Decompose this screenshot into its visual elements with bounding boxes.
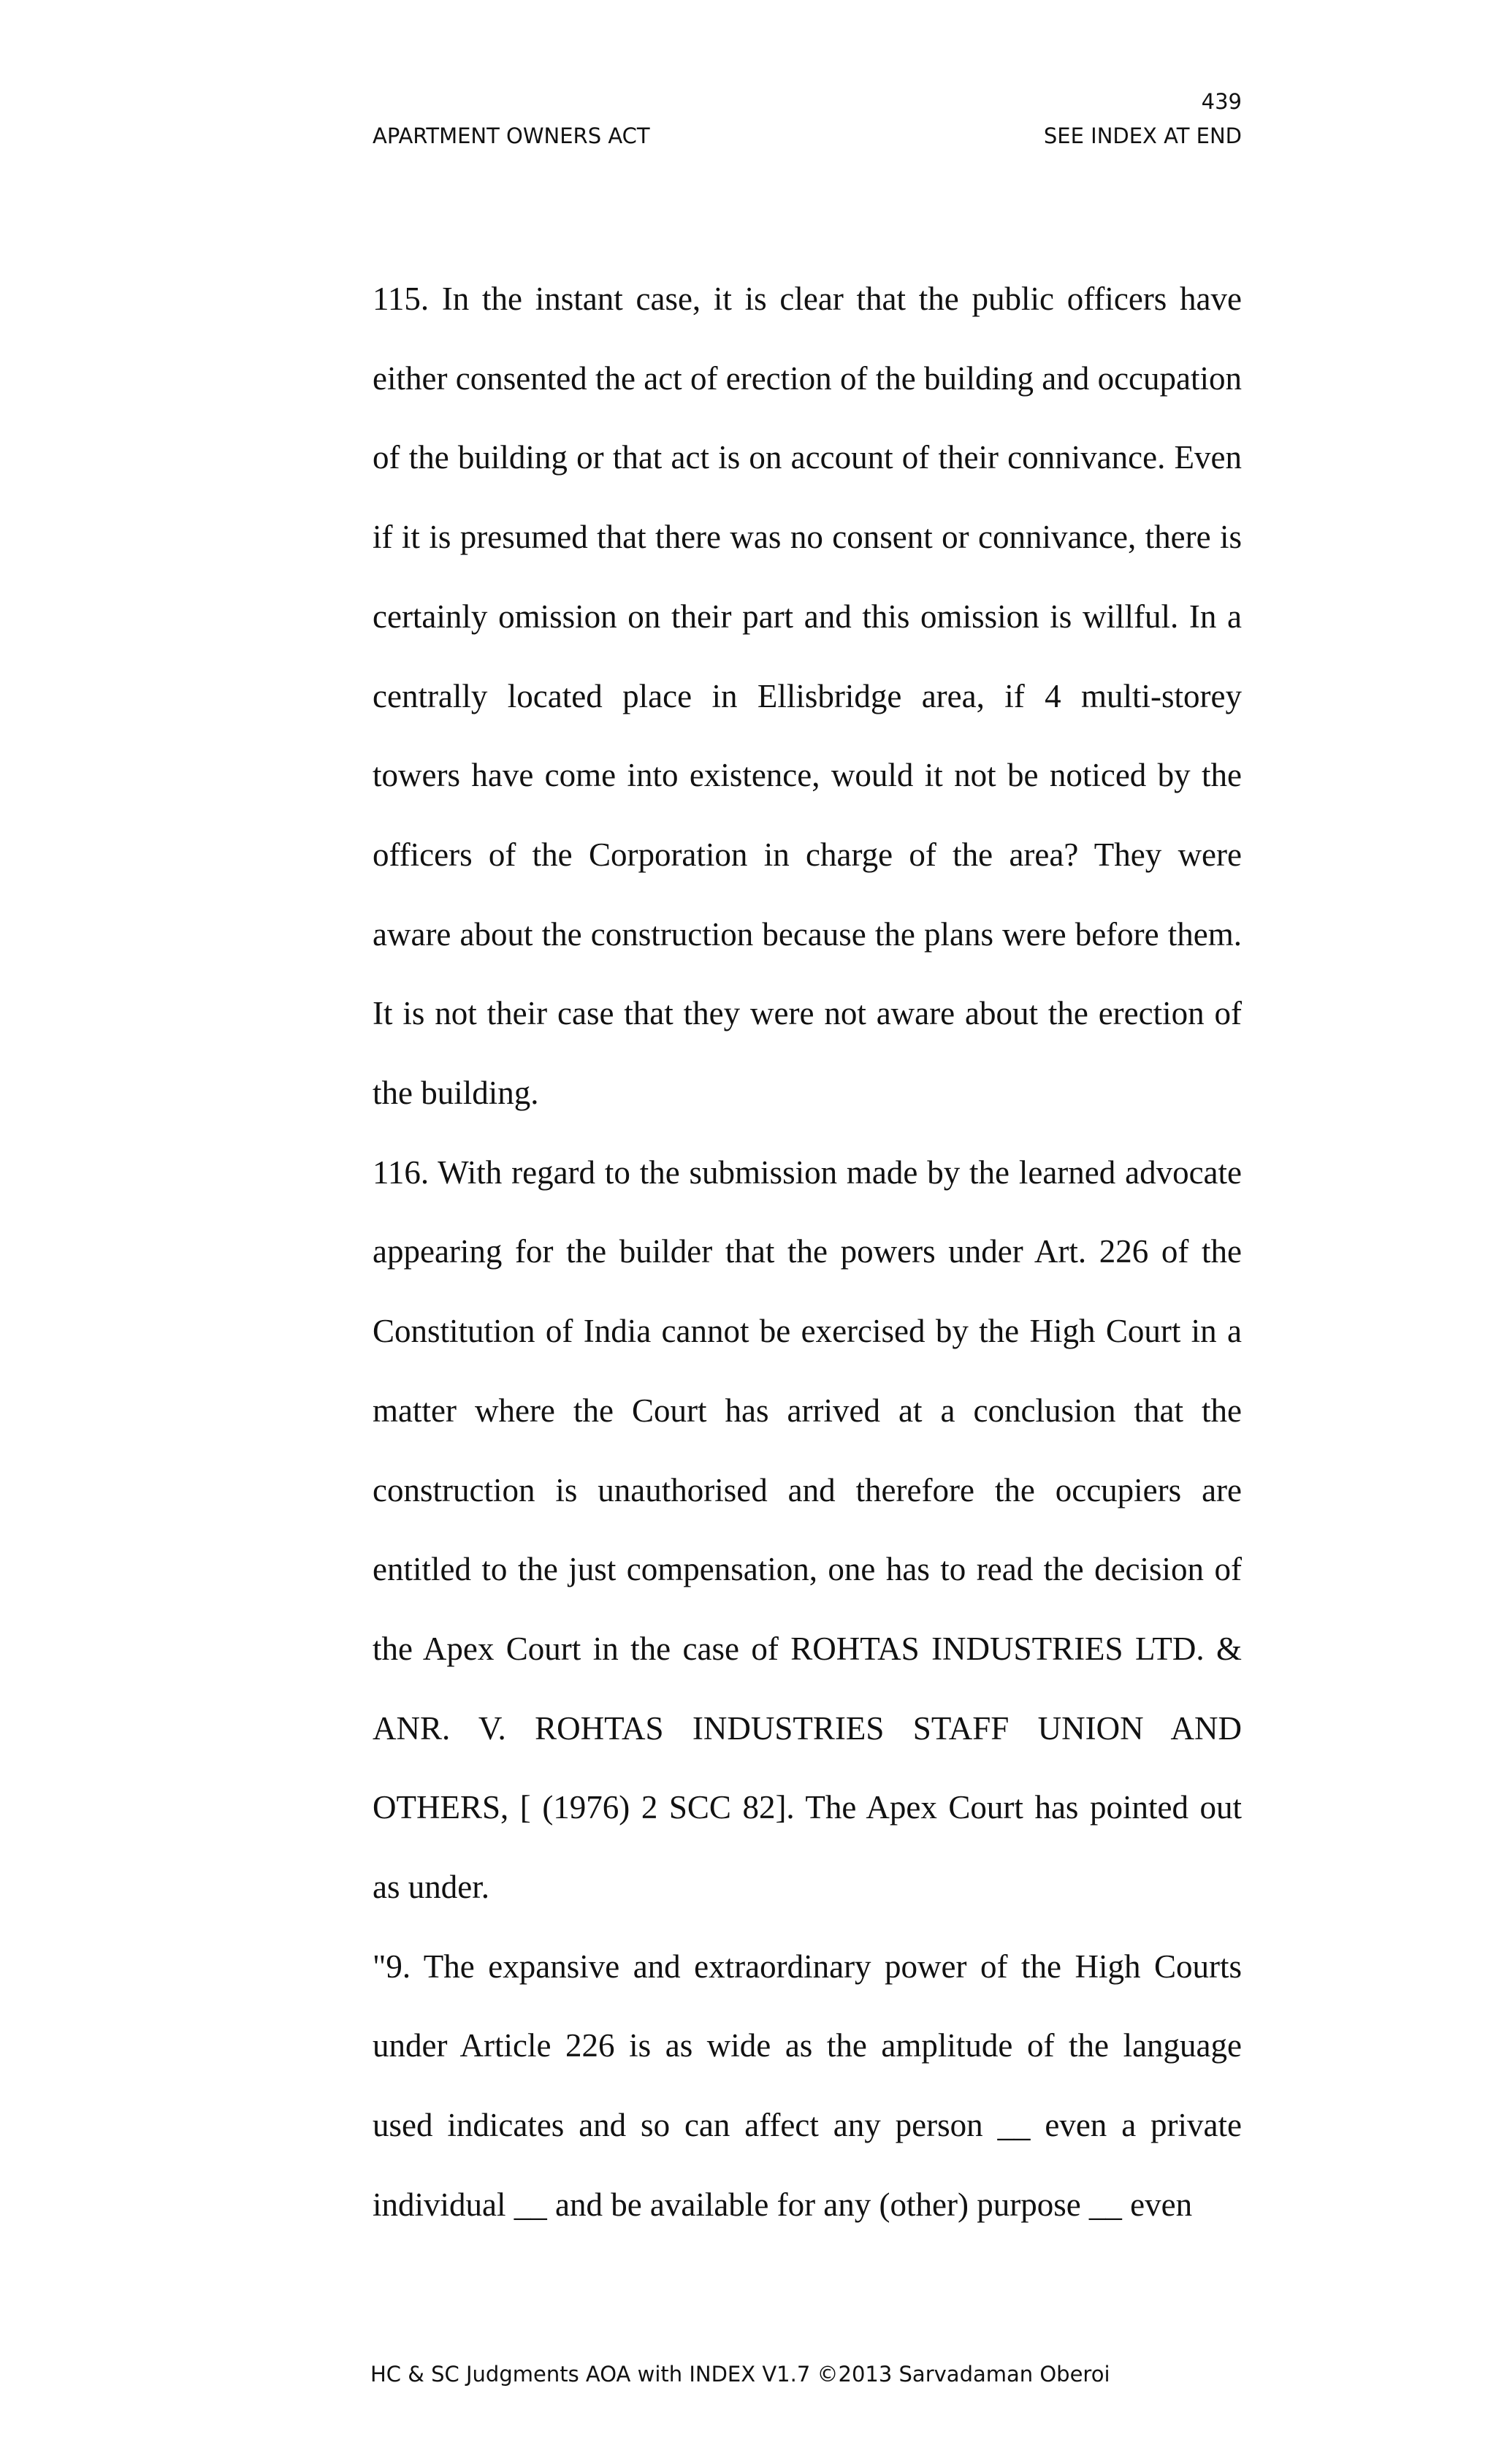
page-footer: HC & SC Judgments AOA with INDEX V1.7 ©2013 Sarvadaman Oberoi <box>370 2362 1110 2387</box>
document-body <box>373 259 1242 2245</box>
page-number: 439 <box>1201 89 1242 114</box>
paragraph-116: 116. With regard to the submission made by the learned advocate appearing for the builder that the powers under Art. 226 of the Constitution of India cannot be exercised by the High Court in a matter where the Court has arrived at a conclusion that the construction is unauthorised and therefore the occupiers are entitled to the just compensation, one has to read the decision of the Apex Court in the case of ROHTAS INDUSTRIES LTD. & ANR. V. ROHTAS INDUSTRIES STAFF UNION AND OTHERS, [ (1976) 2 SCC 82]. The Apex Court has pointed out as under. <box>373 1153 1242 1906</box>
running-header-index-note: SEE INDEX AT END <box>1043 123 1242 148</box>
running-header-title: APARTMENT OWNERS ACT <box>373 123 650 148</box>
paragraph-115: 115. In the instant case, it is clear that the public officers have either consented the act of erection of the building and occupation of the building or that act is on account of their connivance. Even if it is presumed that there was no consent or connivance, there is certainly omission on their part and this omission is willful. In a centrally located place in Ellisbridge area, if 4 multi-storey towers have come into existence, would it not be noticed by the officers of the Corporation in charge of the area? They were aware about the construction because the plans were before them. It is not their case that they were not aware about the erection of the building. <box>373 281 1242 1112</box>
quoted-paragraph-9: "9. The expansive and extraordinary power of the High Courts under Article 226 is as wide as the amplitude of the language used indicates and so can affect any person __ even a private individual __ and be available for any (other) purpose __ even <box>373 1948 1242 2223</box>
